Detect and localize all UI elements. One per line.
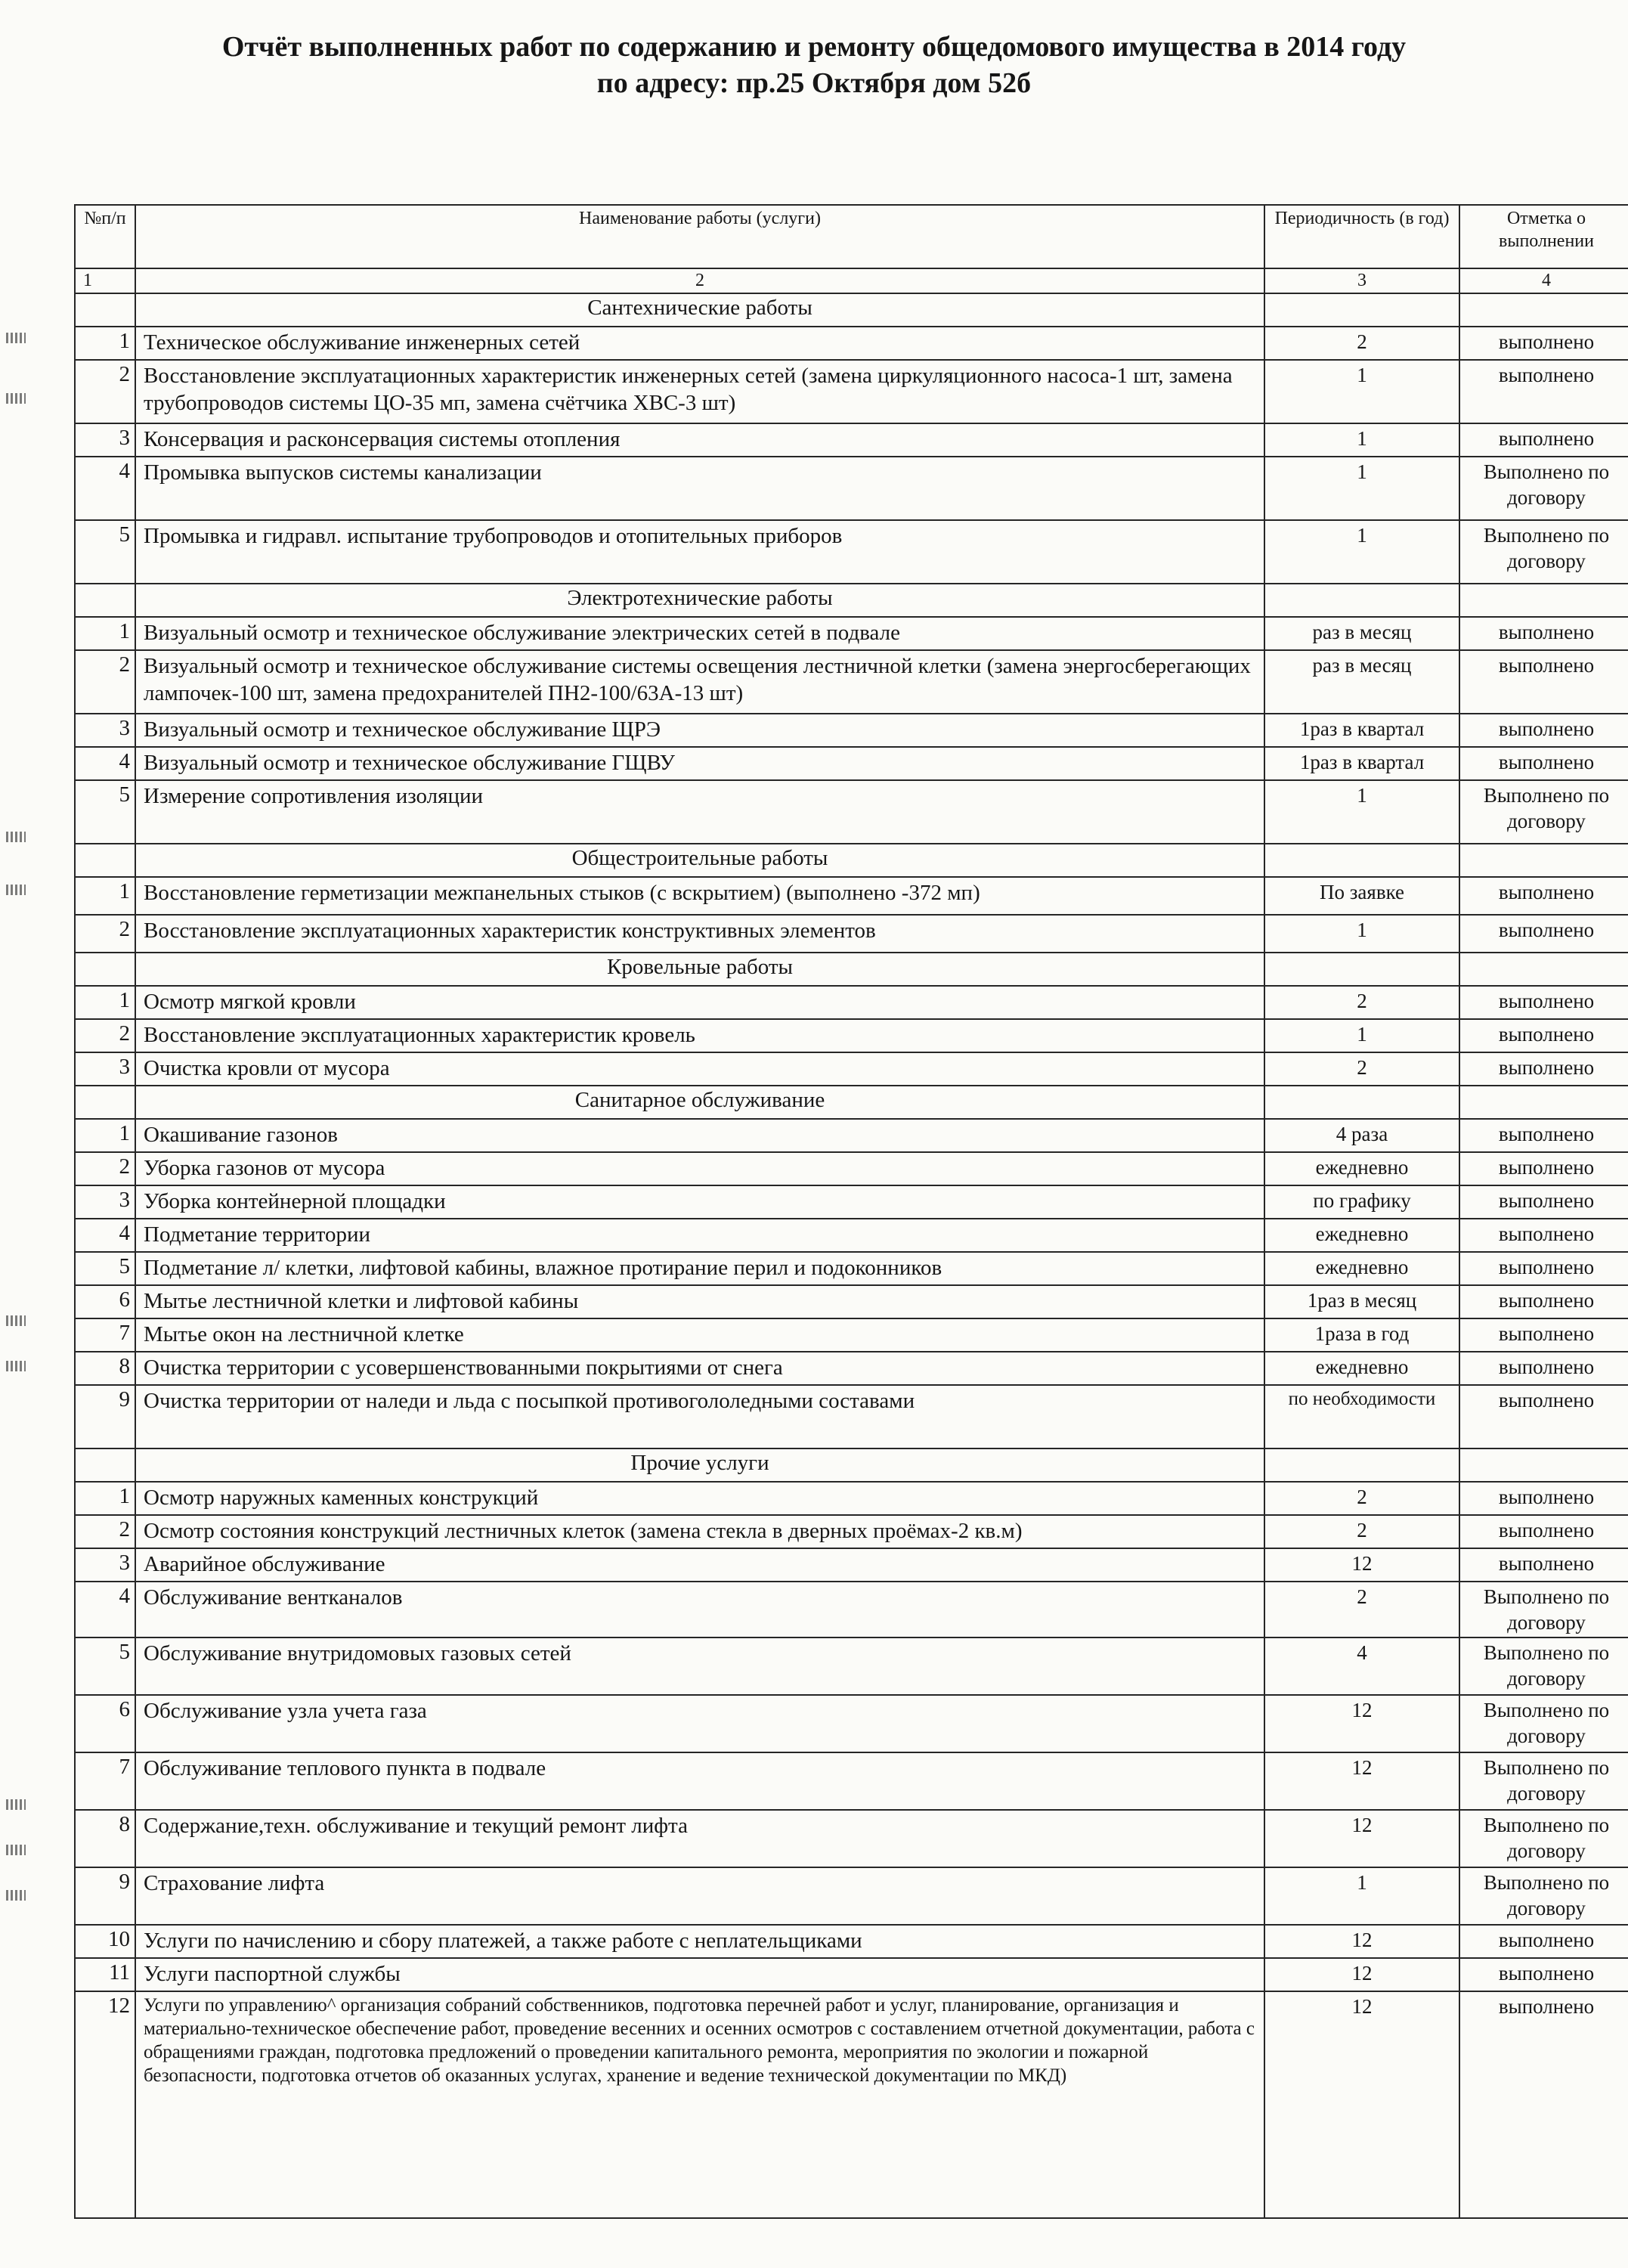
row-number: 6 [75,1285,135,1318]
completion-status: Выполнено по договору [1459,1582,1628,1637]
table-row [75,327,1628,360]
section-header-row [75,1448,1628,1482]
completion-status: выполнено [1459,1482,1628,1515]
works-table [74,204,1628,2219]
periodicity: 1 [1264,1867,1459,1925]
completion-status: выполнено [1459,986,1628,1019]
row-number: 1 [75,1119,135,1152]
periodicity: 1раз в квартал [1264,714,1459,747]
completion-status: выполнено [1459,1991,1628,2218]
periodicity: 2 [1264,1515,1459,1548]
section-empty-cell [1264,953,1459,986]
row-number: 1 [75,877,135,915]
row-number: 5 [75,520,135,584]
table-row [75,1019,1628,1052]
work-name: Мытье лестничной клетки и лифтовой кабины [135,1285,1264,1318]
scan-edge-mark [6,333,26,343]
table-row [75,457,1628,520]
row-number: 4 [75,457,135,520]
work-name: Окашивание газонов [135,1119,1264,1152]
periodicity: 12 [1264,1752,1459,1810]
table-row [75,1958,1628,1991]
work-name: Осмотр состояния конструкций лестничных клеток (замена стекла в дверных проёмах-2 кв.м) [135,1515,1264,1548]
periodicity: 2 [1264,1052,1459,1086]
row-number: 1 [75,986,135,1019]
index-cell: 4 [1459,268,1628,293]
table-row [75,1119,1628,1152]
row-number: 4 [75,747,135,780]
scan-edge-mark [6,1799,26,1810]
section-empty-cell [1459,1086,1628,1119]
periodicity: ежедневно [1264,1352,1459,1385]
completion-status: выполнено [1459,1252,1628,1285]
work-name: Очистка территории от наледи и льда с посыпкой противогололедными составами [135,1385,1264,1448]
completion-status: Выполнено по договору [1459,1867,1628,1925]
table-row [75,1252,1628,1285]
completion-status: выполнено [1459,1152,1628,1185]
periodicity: 1раза в год [1264,1318,1459,1352]
row-number: 3 [75,423,135,457]
table-body [75,293,1628,2218]
work-name: Измерение сопротивления изоляции [135,780,1264,844]
table-row [75,1318,1628,1352]
row-number: 6 [75,1695,135,1752]
scan-edge-mark [6,1315,26,1326]
completion-status: выполнено [1459,1052,1628,1086]
periodicity: 1раз в месяц [1264,1285,1459,1318]
completion-status: выполнено [1459,1515,1628,1548]
completion-status: выполнено [1459,714,1628,747]
scan-edge-mark [6,1890,26,1901]
periodicity: по необходимости [1264,1385,1459,1448]
periodicity: По заявке [1264,877,1459,915]
completion-status: выполнено [1459,360,1628,423]
completion-status: Выполнено по договору [1459,1752,1628,1810]
work-name: Услуги паспортной службы [135,1958,1264,1991]
completion-status: выполнено [1459,747,1628,780]
completion-status: выполнено [1459,1185,1628,1219]
index-cell: 3 [1264,268,1459,293]
section-empty-cell [1459,584,1628,617]
row-number: 3 [75,714,135,747]
periodicity: 4 раза [1264,1119,1459,1152]
table-row [75,360,1628,423]
row-number: 2 [75,1515,135,1548]
row-number: 8 [75,1810,135,1867]
row-number: 2 [75,1019,135,1052]
work-name: Визуальный осмотр и техническое обслуживание электрических сетей в подвале [135,617,1264,650]
table-row [75,617,1628,650]
periodicity: 12 [1264,1925,1459,1958]
section-empty-cell [75,844,135,877]
table-row [75,1052,1628,1086]
periodicity: ежедневно [1264,1252,1459,1285]
completion-status: выполнено [1459,1119,1628,1152]
section-empty-cell [1264,844,1459,877]
completion-status: выполнено [1459,915,1628,953]
completion-status: выполнено [1459,1219,1628,1252]
row-number: 1 [75,327,135,360]
work-name: Мытье окон на лестничной клетке [135,1318,1264,1352]
table-row [75,780,1628,844]
table-row [75,1352,1628,1385]
row-number: 7 [75,1752,135,1810]
completion-status: Выполнено по договору [1459,520,1628,584]
work-name: Промывка выпусков системы канализации [135,457,1264,520]
section-header-row [75,844,1628,877]
work-name: Обслуживание теплового пункта в подвале [135,1752,1264,1810]
table-row [75,986,1628,1019]
periodicity: 12 [1264,1548,1459,1582]
section-title: Санитарное обслуживание [135,1086,1264,1119]
periodicity: 1 [1264,1019,1459,1052]
work-name: Уборка газонов от мусора [135,1152,1264,1185]
completion-status: Выполнено по договору [1459,457,1628,520]
header-period: Периодичность (в год) [1264,205,1459,268]
section-header-row [75,953,1628,986]
table-row [75,650,1628,714]
work-name: Осмотр мягкой кровли [135,986,1264,1019]
table-row [75,1582,1628,1637]
table-row [75,1695,1628,1752]
periodicity: 1 [1264,780,1459,844]
work-name: Промывка и гидравл. испытание трубопроводов и отопительных приборов [135,520,1264,584]
table-row [75,915,1628,953]
section-header-row [75,584,1628,617]
row-number: 2 [75,360,135,423]
table-row [75,747,1628,780]
section-title: Электротехнические работы [135,584,1264,617]
work-name: Восстановление эксплуатационных характеристик кровель [135,1019,1264,1052]
periodicity: раз в месяц [1264,650,1459,714]
section-empty-cell [1459,844,1628,877]
periodicity: 2 [1264,1482,1459,1515]
table-row [75,1152,1628,1185]
table-row [75,1810,1628,1867]
table-row [75,1752,1628,1810]
work-name: Техническое обслуживание инженерных сетей [135,327,1264,360]
row-number: 3 [75,1548,135,1582]
row-number: 9 [75,1385,135,1448]
work-name: Подметание л/ клетки, лифтовой кабины, влажное протирание перил и подоконников [135,1252,1264,1285]
section-title: Общестроительные работы [135,844,1264,877]
completion-status: выполнено [1459,1958,1628,1991]
table-row [75,1219,1628,1252]
work-name: Обслуживание внутридомовых газовых сетей [135,1637,1264,1695]
completion-status: выполнено [1459,1385,1628,1448]
section-empty-cell [75,953,135,986]
row-number: 5 [75,780,135,844]
table-row [75,1285,1628,1318]
header-row [75,205,1628,268]
completion-status: выполнено [1459,650,1628,714]
work-name: Очистка территории с усовершенствованными покрытиями от снега [135,1352,1264,1385]
table-row [75,1385,1628,1448]
row-number: 8 [75,1352,135,1385]
completion-status: выполнено [1459,1019,1628,1052]
periodicity: 1 [1264,915,1459,953]
work-name: Восстановление герметизации межпанельных стыков (с вскрытием) (выполнено -372 мп) [135,877,1264,915]
row-number: 1 [75,1482,135,1515]
work-name: Подметание территории [135,1219,1264,1252]
work-name: Уборка контейнерной площадки [135,1185,1264,1219]
completion-status: выполнено [1459,1548,1628,1582]
completion-status: Выполнено по договору [1459,1810,1628,1867]
work-name: Очистка кровли от мусора [135,1052,1264,1086]
section-empty-cell [1459,953,1628,986]
section-empty-cell [1459,293,1628,327]
row-number: 4 [75,1582,135,1637]
scan-edge-mark [6,885,26,895]
periodicity: 1 [1264,360,1459,423]
row-number: 11 [75,1958,135,1991]
row-number: 4 [75,1219,135,1252]
section-empty-cell [75,1448,135,1482]
row-number: 2 [75,915,135,953]
completion-status: выполнено [1459,1352,1628,1385]
work-name: Страхование лифта [135,1867,1264,1925]
work-name: Осмотр наружных каменных конструкций [135,1482,1264,1515]
table-row [75,1482,1628,1515]
periodicity: 1 [1264,423,1459,457]
work-name: Визуальный осмотр и техническое обслуживание ГЩВУ [135,747,1264,780]
work-name: Восстановление эксплуатационных характеристик инженерных сетей (замена циркуляционного насоса-1 шт, замена трубопроводов системы ЦО-35 мп, замена счётчика ХВС-3 шт) [135,360,1264,423]
header-num: №п/п [75,205,135,268]
periodicity: 2 [1264,986,1459,1019]
scan-edge-mark [6,1361,26,1371]
row-number: 12 [75,1991,135,2218]
periodicity: ежедневно [1264,1219,1459,1252]
table-row [75,877,1628,915]
periodicity: 2 [1264,327,1459,360]
section-title: Прочие услуги [135,1448,1264,1482]
work-name: Обслуживание узла учета газа [135,1695,1264,1752]
document-title [0,29,1628,101]
row-number: 2 [75,650,135,714]
scan-edge-mark [6,832,26,842]
completion-status: выполнено [1459,1318,1628,1352]
header-name: Наименование работы (услуги) [135,205,1264,268]
periodicity: по графику [1264,1185,1459,1219]
table-row [75,1991,1628,2218]
scan-edge-mark [6,1845,26,1855]
completion-status: выполнено [1459,1285,1628,1318]
section-header-row [75,293,1628,327]
periodicity: 1 [1264,457,1459,520]
periodicity: 2 [1264,1582,1459,1637]
index-cell: 2 [135,268,1264,293]
table-row [75,1185,1628,1219]
section-empty-cell [75,584,135,617]
title-line-1: Отчёт выполненных работ по содержанию и ремонту общедомового имущества в 2014 году [221,31,1407,63]
section-empty-cell [1459,1448,1628,1482]
index-row [75,268,1628,293]
section-title: Кровельные работы [135,953,1264,986]
completion-status: выполнено [1459,423,1628,457]
completion-status: выполнено [1459,877,1628,915]
completion-status: Выполнено по договору [1459,1637,1628,1695]
completion-status: Выполнено по договору [1459,780,1628,844]
completion-status: выполнено [1459,1925,1628,1958]
periodicity: 12 [1264,1958,1459,1991]
completion-status: выполнено [1459,327,1628,360]
header-status: Отметка о выполнении [1459,205,1628,268]
table-row [75,1637,1628,1695]
work-name: Обслуживание вентканалов [135,1582,1264,1637]
table-row [75,1548,1628,1582]
section-empty-cell [75,1086,135,1119]
periodicity: 4 [1264,1637,1459,1695]
section-title: Сантехнические работы [135,293,1264,327]
row-number: 5 [75,1252,135,1285]
table-row [75,714,1628,747]
periodicity: 1раз в квартал [1264,747,1459,780]
completion-status: Выполнено по договору [1459,1695,1628,1752]
completion-status: выполнено [1459,617,1628,650]
section-empty-cell [75,293,135,327]
table-row [75,1867,1628,1925]
work-name: Содержание,техн. обслуживание и текущий ремонт лифта [135,1810,1264,1867]
work-name: Аварийное обслуживание [135,1548,1264,1582]
row-number: 1 [75,617,135,650]
row-number: 2 [75,1152,135,1185]
work-name: Услуги по управлению^ организация собраний собственников, подготовка перечней работ и услуг, планирование, организация и материально-техническое обеспечение работ, проведение весенних и осенних осмотров с составлением отчетной документации, работа с обращениями граждан, подготовка предложений о проведении капитального ремонта, мероприятия по экологии и пожарной безопасности, подготовка отчетов об оказанных услугах, хранение и ведение технической документации по МКД) [135,1991,1264,2218]
work-name: Визуальный осмотр и техническое обслуживание системы освещения лестничной клетки (замена энергосберегающих лампочек-100 шт, замена предохранителей ПН2-100/63А-13 шт) [135,650,1264,714]
section-empty-cell [1264,584,1459,617]
work-name: Восстановление эксплуатационных характеристик конструктивных элементов [135,915,1264,953]
row-number: 3 [75,1185,135,1219]
section-empty-cell [1264,1448,1459,1482]
table-row [75,1515,1628,1548]
row-number: 7 [75,1318,135,1352]
work-name: Визуальный осмотр и техническое обслуживание ЩРЭ [135,714,1264,747]
periodicity: 12 [1264,1695,1459,1752]
table-row [75,1925,1628,1958]
periodicity: 12 [1264,1991,1459,2218]
scan-edge-mark [6,393,26,404]
table-row [75,520,1628,584]
work-name: Услуги по начислению и сбору платежей, а также работе с неплательщиками [135,1925,1264,1958]
periodicity: раз в месяц [1264,617,1459,650]
periodicity: ежедневно [1264,1152,1459,1185]
periodicity: 1 [1264,520,1459,584]
periodicity: 12 [1264,1810,1459,1867]
row-number: 3 [75,1052,135,1086]
section-empty-cell [1264,293,1459,327]
row-number: 9 [75,1867,135,1925]
table-row [75,423,1628,457]
row-number: 5 [75,1637,135,1695]
work-name: Консервация и расконсервация системы отопления [135,423,1264,457]
section-header-row [75,1086,1628,1119]
section-empty-cell [1264,1086,1459,1119]
index-cell: 1 [75,268,135,293]
row-number: 10 [75,1925,135,1958]
title-line-2: по адресу: пр.25 Октября дом 52б [596,67,1032,99]
